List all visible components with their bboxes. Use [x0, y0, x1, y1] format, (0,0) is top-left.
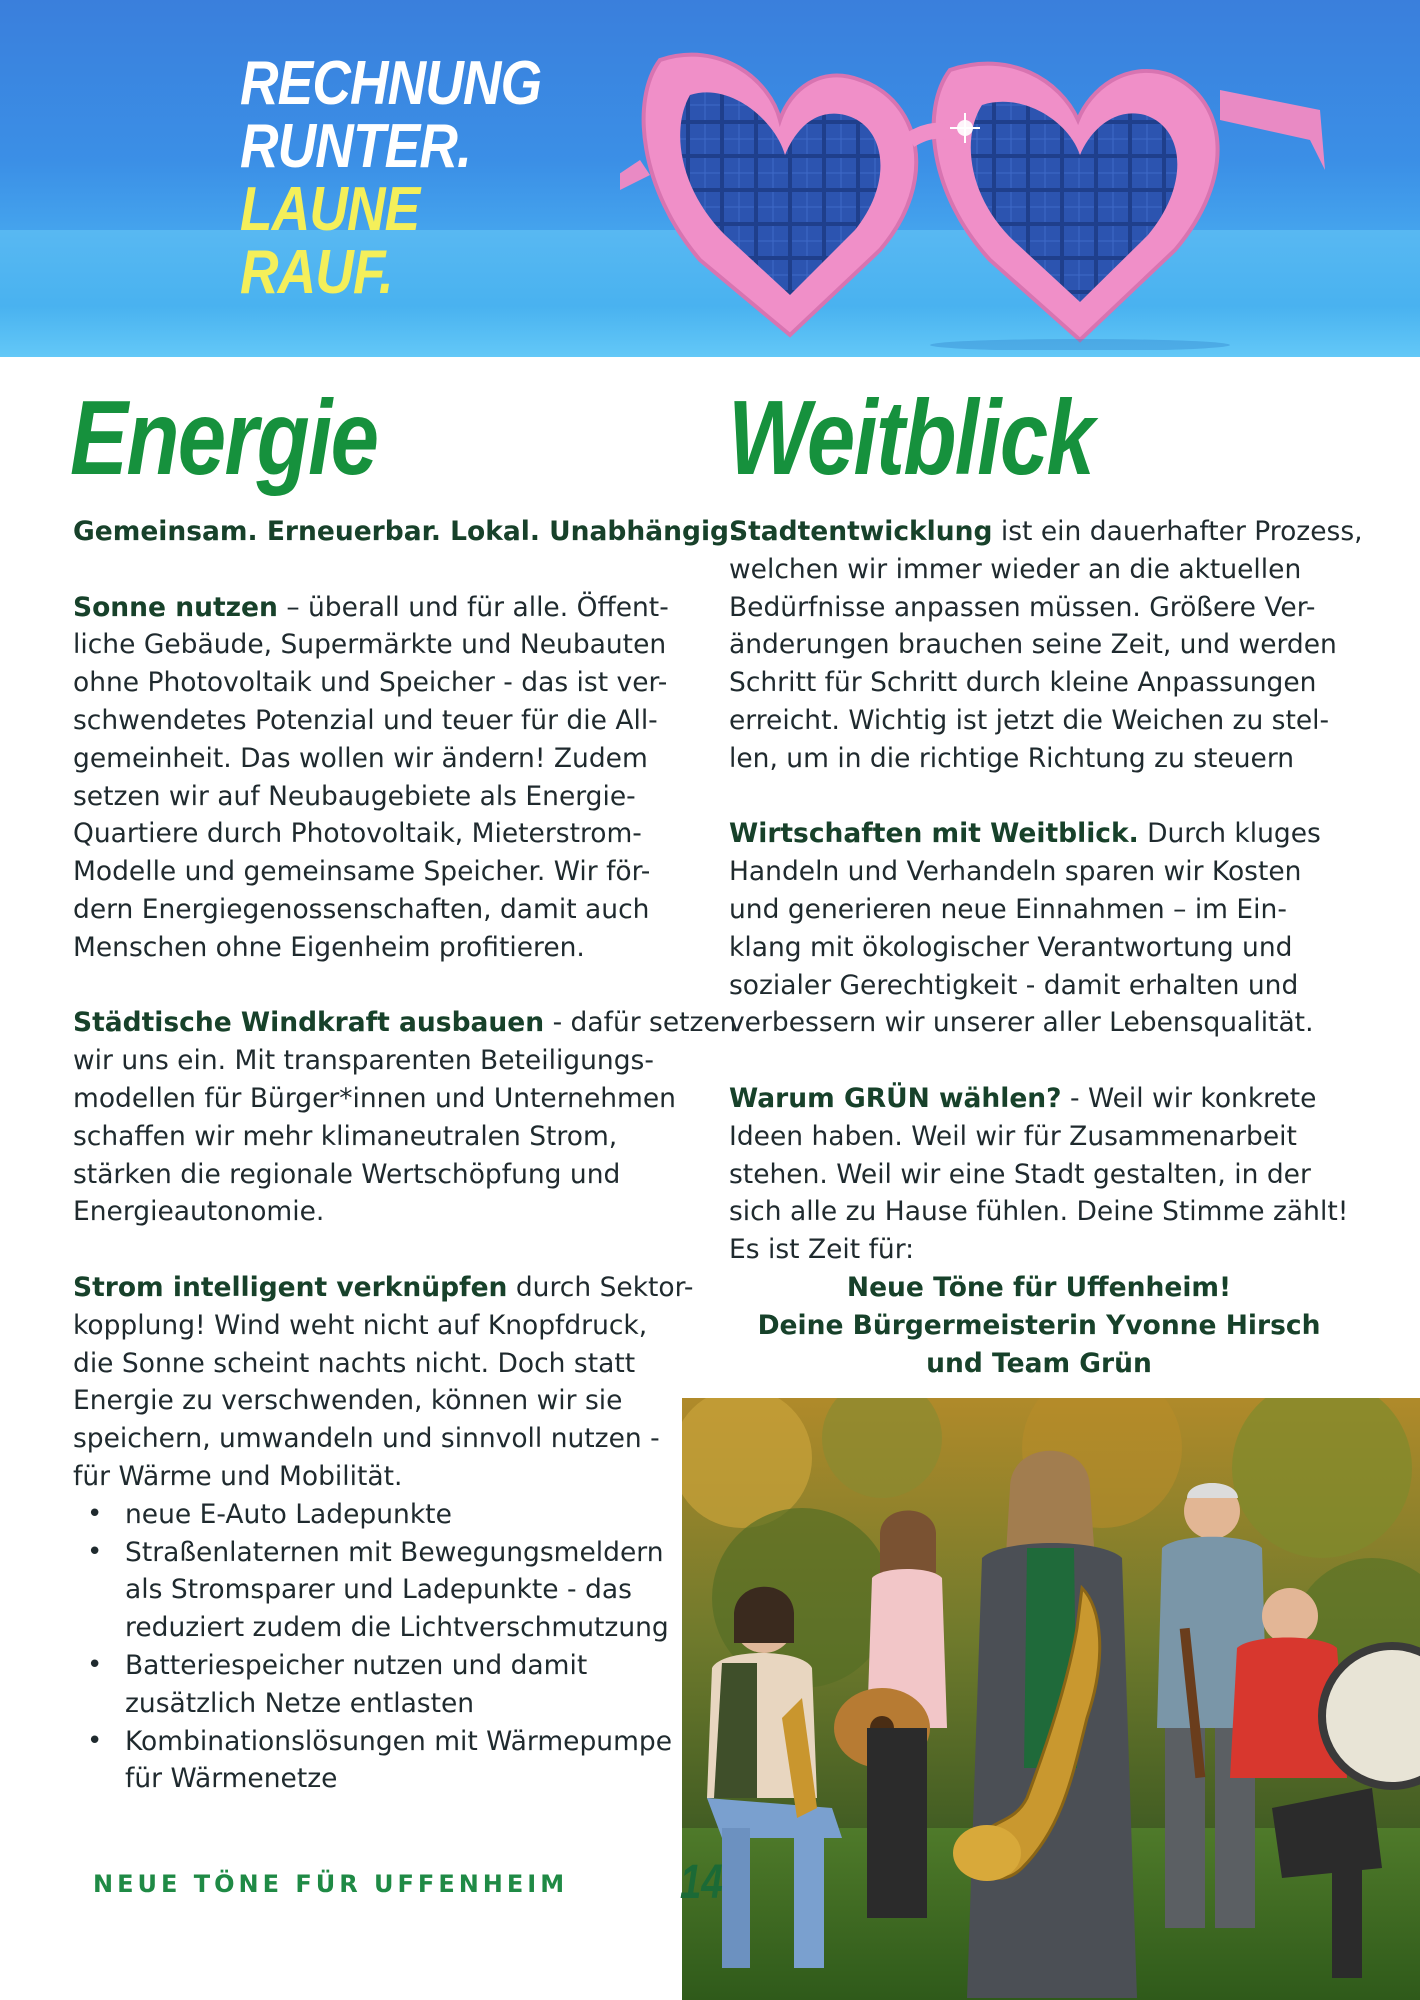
paragraph-line: die Sonne scheint nachts nicht. Doch statt [73, 1347, 636, 1379]
closing-line: Neue Töne für Uffenheim! [846, 1271, 1232, 1303]
paragraph-line: wir uns ein. Mit transparenten Beteiligungs- [73, 1045, 654, 1077]
paragraph-line: Energie zu verschwenden, können wir sie [73, 1385, 623, 1417]
measures-list [73, 1496, 673, 1798]
weitblick-column [729, 513, 1363, 1382]
team-photo [682, 1398, 1420, 2000]
paragraph-line: schwendetes Potenzial und teuer für die All- [73, 704, 658, 736]
closing-line: Deine Bürgermeisterin Yvonne Hirsch [757, 1309, 1321, 1341]
slogan-line: RAUF. [240, 238, 393, 307]
paragraph-line: verbessern wir unserer aller Lebensqualität. [729, 1007, 1314, 1039]
paragraph-line: setzen wir auf Neubaugebiete als Energie- [73, 780, 636, 812]
paragraph-line: änderungen brauchen seine Zeit, und werden [729, 629, 1337, 661]
paragraph-line: Sonne nutzen – überall und für alle. Öffent- [73, 591, 669, 623]
energie-column [73, 513, 740, 1798]
paragraph-line: für Wärme und Mobilität. [73, 1460, 403, 1492]
paragraph-line: erreicht. Wichtig ist jetzt die Weichen zu stel- [729, 704, 1330, 736]
paragraph-line: ohne Photovoltaik und Speicher - das ist ver- [73, 667, 668, 699]
paragraph-lead: Städtische Windkraft ausbauen [73, 1007, 545, 1039]
paragraph-line: sozialer Gerechtigkeit - damit erhalten und [729, 969, 1299, 1001]
paragraph-line: speichern, umwandeln und sinnvoll nutzen - [73, 1423, 660, 1455]
list-item: • Kombinationslösungen mit Wärmepumpe für Wärmenetze [73, 1723, 673, 1799]
paragraph-line: Städtische Windkraft ausbauen - dafür setzen [73, 1007, 737, 1039]
paragraph-line: Schritt für Schritt durch kleine Anpassungen [729, 667, 1317, 699]
footer-tagline: NEUE TÖNE FÜR UFFENHEIM [93, 1870, 569, 1898]
list-item: • Straßenlaternen mit Bewegungsmeldern als Stromsparer und Ladepunkte - das reduziert zudem die Lichtverschmutzung [73, 1534, 673, 1647]
heart-sunglasses-image [620, 20, 1340, 350]
paragraph-line: Es ist Zeit für: [729, 1234, 915, 1266]
paragraph-line: welchen wir immer wieder an die aktuellen [729, 553, 1302, 585]
paragraph-line: Energieautonomie. [73, 1196, 325, 1228]
paragraph-line: modellen für Bürger*innen und Unternehmen [73, 1082, 676, 1114]
paragraph-line: dern Energiegenossenschaften, damit auch [73, 893, 650, 925]
hero-banner [0, 0, 1420, 357]
slogan-line: LAUNE [240, 175, 420, 244]
slogan-line: RECHNUNG [240, 49, 542, 118]
paragraph-line: Handeln und Verhandeln sparen wir Kosten [729, 856, 1302, 888]
paragraph-lead: Strom intelligent verknüpfen [73, 1271, 508, 1303]
paragraph-line: stärken die regionale Wertschöpfung und [73, 1158, 621, 1190]
slogan-line: RUNTER. [240, 112, 471, 181]
paragraph-line: gemeinheit. Das wollen wir ändern! Zudem [73, 742, 648, 774]
paragraph-line: Ideen haben. Weil wir für Zusammenarbeit [729, 1120, 1297, 1152]
paragraph-lead: Stadtentwicklung [729, 516, 993, 547]
paragraph-line: Warum GRÜN wählen? - Weil wir konkrete [729, 1082, 1317, 1114]
energie-heading: Energie [70, 379, 378, 497]
paragraph-lead: Warum GRÜN wählen? [729, 1082, 1062, 1114]
paragraph-lead: Wirtschaften mit Weitblick. [729, 818, 1139, 850]
paragraph-lead: Sonne nutzen [73, 591, 278, 623]
paragraph-line: klang mit ökologischer Verantwortung und [729, 931, 1293, 963]
page-number: 14 [680, 1856, 723, 1909]
paragraph-line: kopplung! Wind weht nicht auf Knopfdruck, [73, 1309, 648, 1341]
paragraph-line: Wirtschaften mit Weitblick. Durch kluges [729, 818, 1321, 850]
paragraph-line: Quartiere durch Photovoltaik, Mieterstrom- [73, 818, 642, 850]
weitblick-heading: Weitblick [728, 379, 1094, 497]
banner-slogan [240, 49, 542, 307]
paragraph-line: stehen. Weil wir eine Stadt gestalten, in der [729, 1158, 1311, 1190]
energie-intro: Gemeinsam. Erneuerbar. Lokal. Unabhängig. [73, 516, 740, 547]
list-item: • neue E-Auto Ladepunkte [73, 1496, 673, 1534]
paragraph-line: Modelle und gemeinsame Speicher. Wir för- [73, 856, 651, 888]
paragraph-line: Bedürfnisse anpassen müssen. Größere Ver- [729, 591, 1316, 623]
paragraph-line: Menschen ohne Eigenheim profitieren. [73, 931, 585, 963]
paragraph-line: sich alle zu Hause fühlen. Deine Stimme zählt! [729, 1196, 1349, 1228]
closing-line: und Team Grün [926, 1347, 1152, 1379]
paragraph-line: Strom intelligent verknüpfen durch Sektor- [73, 1271, 694, 1303]
paragraph-line: Stadtentwicklung ist ein dauerhafter Prozess, [729, 516, 1363, 547]
paragraph-line: len, um in die richtige Richtung zu steuern [729, 742, 1295, 774]
paragraph-line: und generieren neue Einnahmen – im Ein- [729, 893, 1287, 925]
paragraph-line: liche Gebäude, Supermärkte und Neubauten [73, 629, 667, 661]
paragraph-line: schaffen wir mehr klimaneutralen Strom, [73, 1120, 618, 1152]
list-item: • Batteriespeicher nutzen und damit zusätzlich Netze entlasten [73, 1647, 673, 1723]
